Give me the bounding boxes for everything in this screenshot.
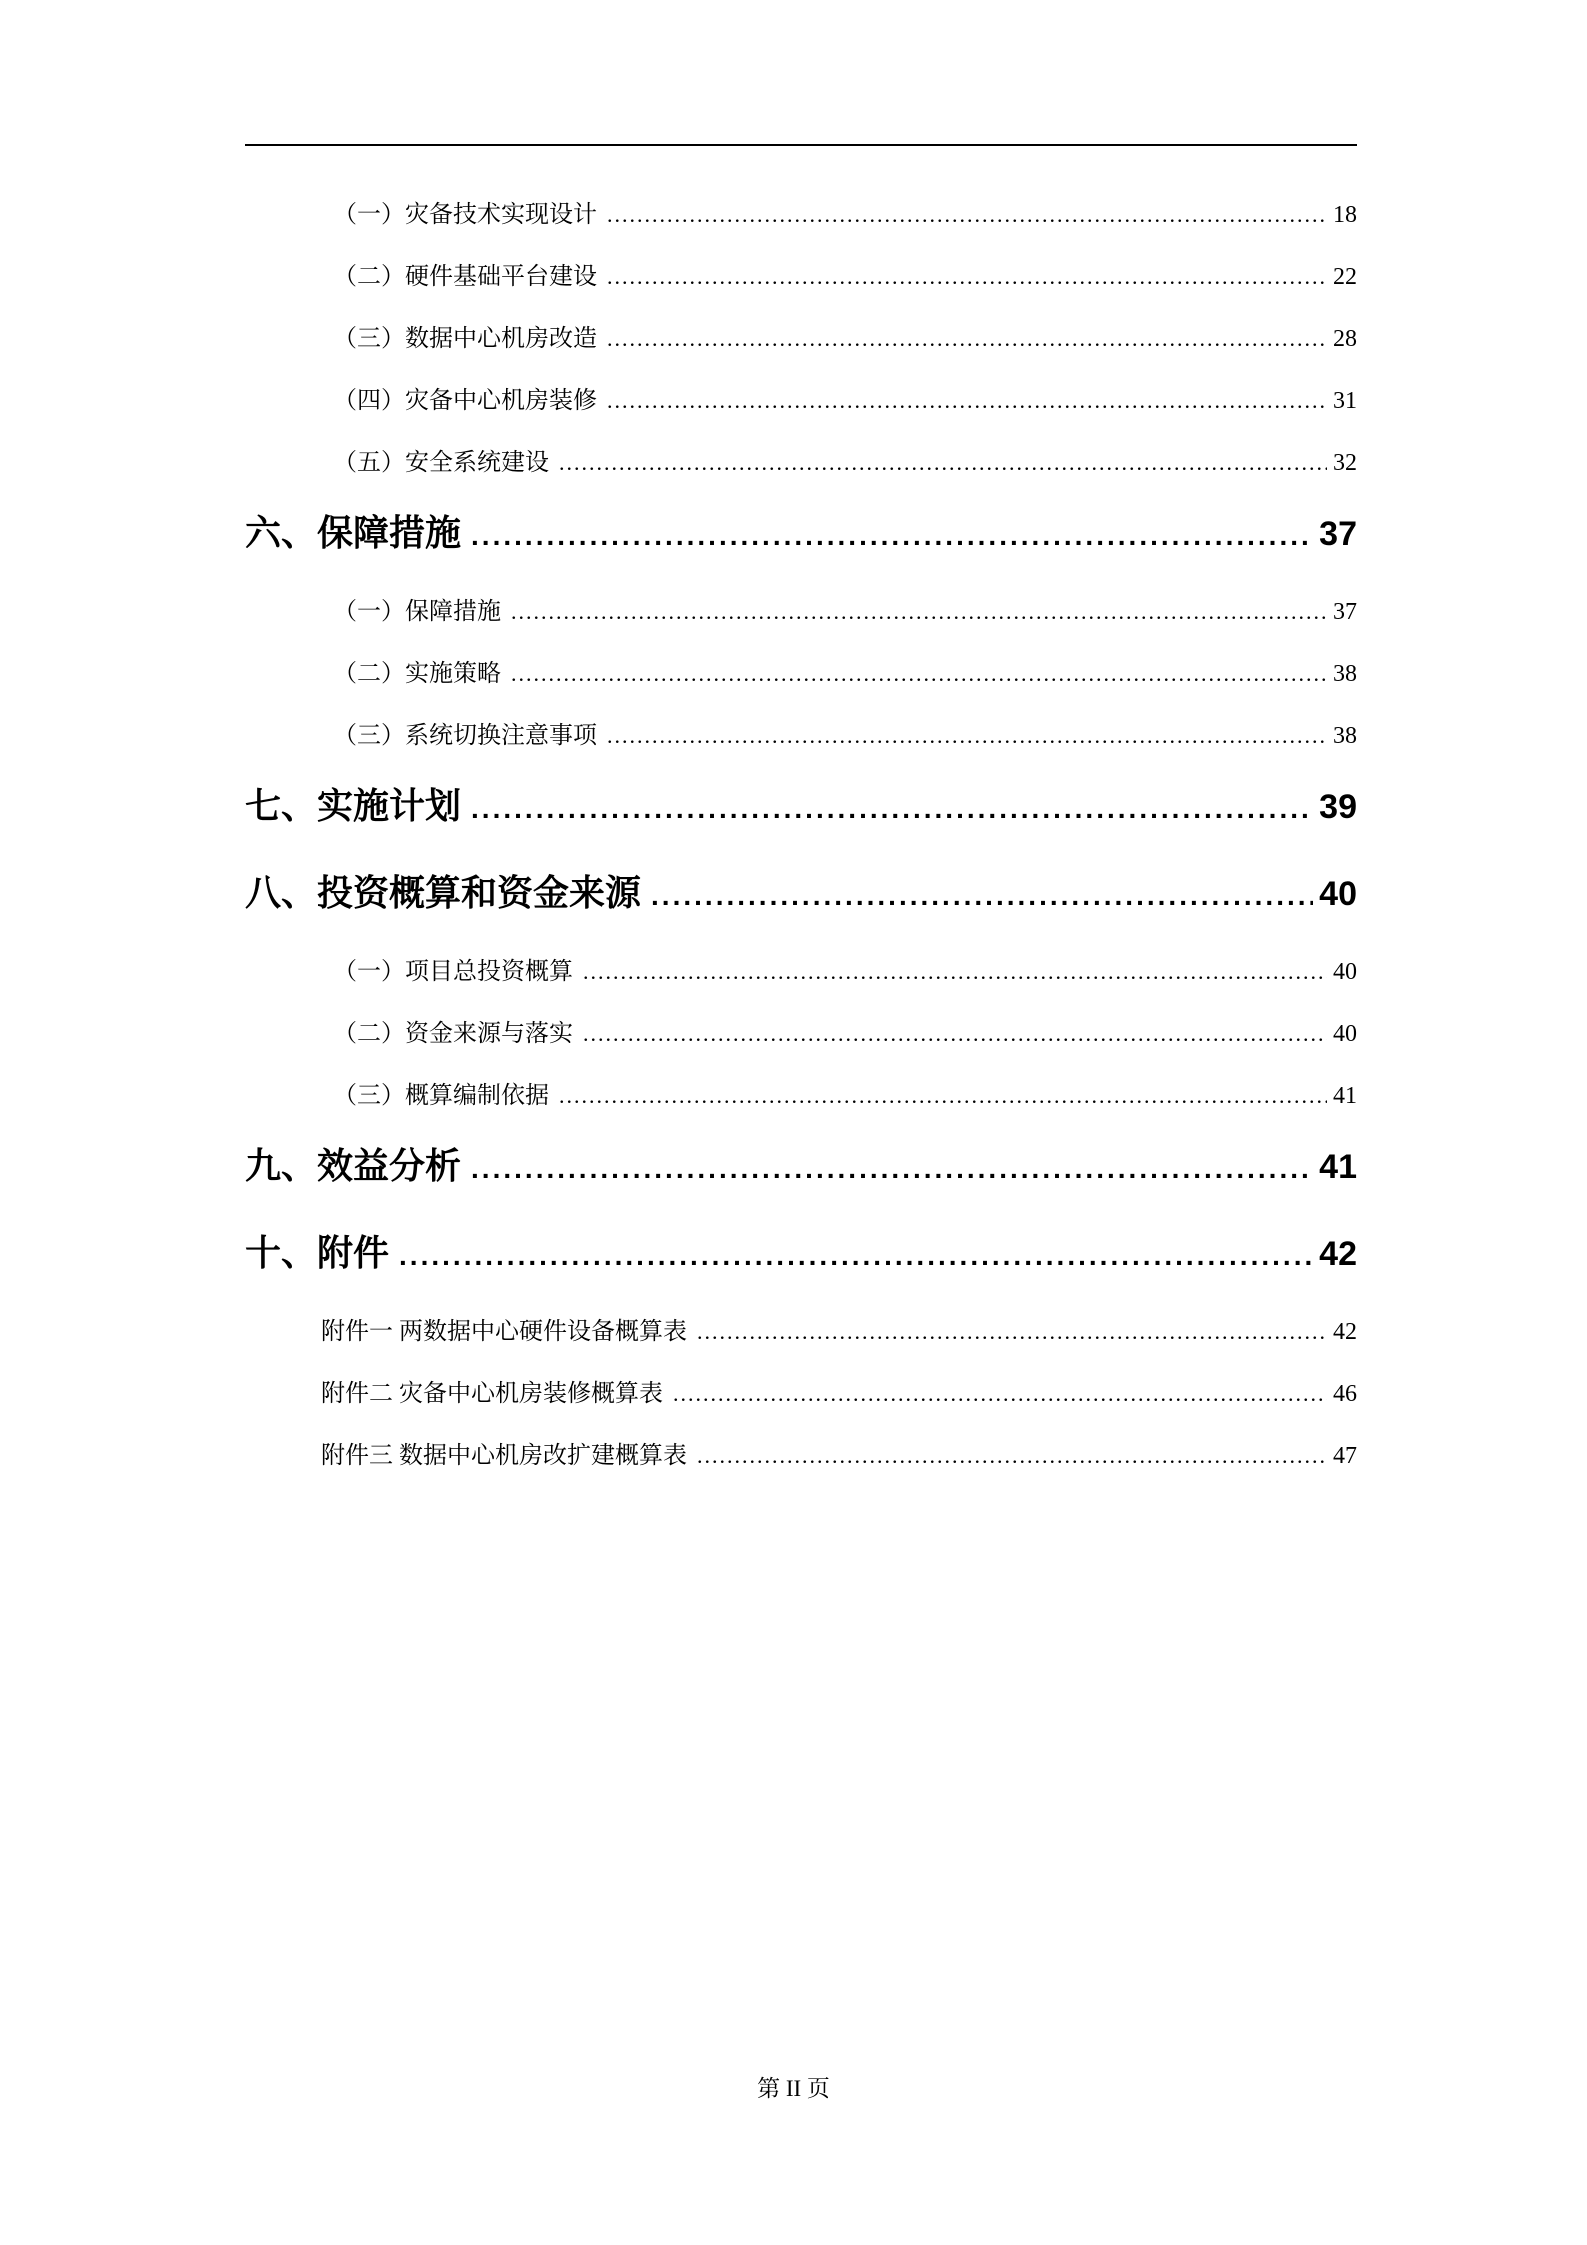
dot-leader	[607, 262, 1327, 292]
dot-leader	[651, 873, 1313, 919]
page-number: 42	[1319, 1235, 1357, 1273]
header-rule	[245, 144, 1357, 146]
toc-row	[333, 262, 1357, 292]
toc-entry-label: （三）数据中心机房改造	[333, 326, 597, 352]
dot-leader	[697, 1441, 1327, 1471]
dot-leader	[471, 513, 1313, 559]
toc-entry-label: （三）概算编制依据	[333, 1083, 549, 1109]
dot-leader	[471, 1146, 1313, 1192]
page-number: 47	[1333, 1443, 1357, 1469]
dot-leader	[607, 721, 1327, 751]
toc-entry-label: 附件三 数据中心机房改扩建概算表	[321, 1443, 687, 1469]
dot-leader	[559, 448, 1327, 478]
page-number: 40	[1319, 875, 1357, 913]
toc-row	[333, 1019, 1357, 1049]
dot-leader	[697, 1317, 1327, 1347]
toc-row	[333, 957, 1357, 987]
toc-entry-label: 十、附件	[245, 1232, 390, 1273]
toc-row-chapter	[245, 1230, 1357, 1279]
dot-leader	[673, 1379, 1327, 1409]
toc-row	[333, 1081, 1357, 1111]
dot-leader	[607, 386, 1327, 416]
toc-row	[333, 448, 1357, 478]
toc-entry-label: （二）资金来源与落实	[333, 1021, 573, 1047]
dot-leader	[399, 1233, 1313, 1279]
toc-content	[245, 144, 1357, 1503]
toc-row	[333, 324, 1357, 354]
page-number: 37	[1319, 515, 1357, 553]
toc-entry-label: 九、效益分析	[245, 1145, 462, 1186]
toc-entry-label: 八、投资概算和资金来源	[245, 872, 642, 913]
toc-entry-label: （五）安全系统建设	[333, 450, 549, 476]
page-number: 38	[1333, 661, 1357, 687]
dot-leader	[511, 597, 1327, 627]
toc-entry-label: 七、实施计划	[245, 785, 462, 826]
page-number: 42	[1333, 1319, 1357, 1345]
dot-leader	[471, 786, 1313, 832]
toc-row	[333, 597, 1357, 627]
dot-leader	[583, 957, 1327, 987]
footer-page-label: 第 II 页	[757, 2076, 830, 2101]
page-number: 40	[1333, 959, 1357, 985]
page-number: 41	[1333, 1083, 1357, 1109]
page-number: 39	[1319, 788, 1357, 826]
toc-entry-label: （一）保障措施	[333, 599, 501, 625]
toc-row-appendix	[321, 1317, 1357, 1347]
page-number: 38	[1333, 723, 1357, 749]
dot-leader	[607, 200, 1327, 230]
toc-row	[333, 659, 1357, 689]
toc-row-chapter	[245, 870, 1357, 919]
toc-row-chapter	[245, 1143, 1357, 1192]
dot-leader	[559, 1081, 1327, 1111]
toc-entry-label: （二）实施策略	[333, 661, 501, 687]
toc-entry-label: 附件一 两数据中心硬件设备概算表	[321, 1319, 687, 1345]
toc-row	[333, 721, 1357, 751]
dot-leader	[607, 324, 1327, 354]
page-number: 32	[1333, 450, 1357, 476]
page-number: 37	[1333, 599, 1357, 625]
page-number: 18	[1333, 202, 1357, 228]
toc-row-chapter	[245, 510, 1357, 559]
page-number: 46	[1333, 1381, 1357, 1407]
page-number: 28	[1333, 326, 1357, 352]
page-number: 40	[1333, 1021, 1357, 1047]
dot-leader	[511, 659, 1327, 689]
toc-row	[333, 386, 1357, 416]
dot-leader	[583, 1019, 1327, 1049]
toc-row	[333, 200, 1357, 230]
toc-entry-label: （三）系统切换注意事项	[333, 723, 597, 749]
toc-row-appendix	[321, 1441, 1357, 1471]
toc-entry-label: （二）硬件基础平台建设	[333, 264, 597, 290]
toc-entry-label: （一）项目总投资概算	[333, 959, 573, 985]
toc-row-chapter	[245, 783, 1357, 832]
toc-entry-label: （四）灾备中心机房装修	[333, 388, 597, 414]
toc-entry-label: 六、保障措施	[245, 512, 462, 553]
page-number: 41	[1319, 1148, 1357, 1186]
toc-entry-label: 附件二 灾备中心机房装修概算表	[321, 1381, 663, 1407]
page-number: 31	[1333, 388, 1357, 414]
toc-entry-label: （一）灾备技术实现设计	[333, 202, 597, 228]
page-number: 22	[1333, 264, 1357, 290]
toc-row-appendix	[321, 1379, 1357, 1409]
